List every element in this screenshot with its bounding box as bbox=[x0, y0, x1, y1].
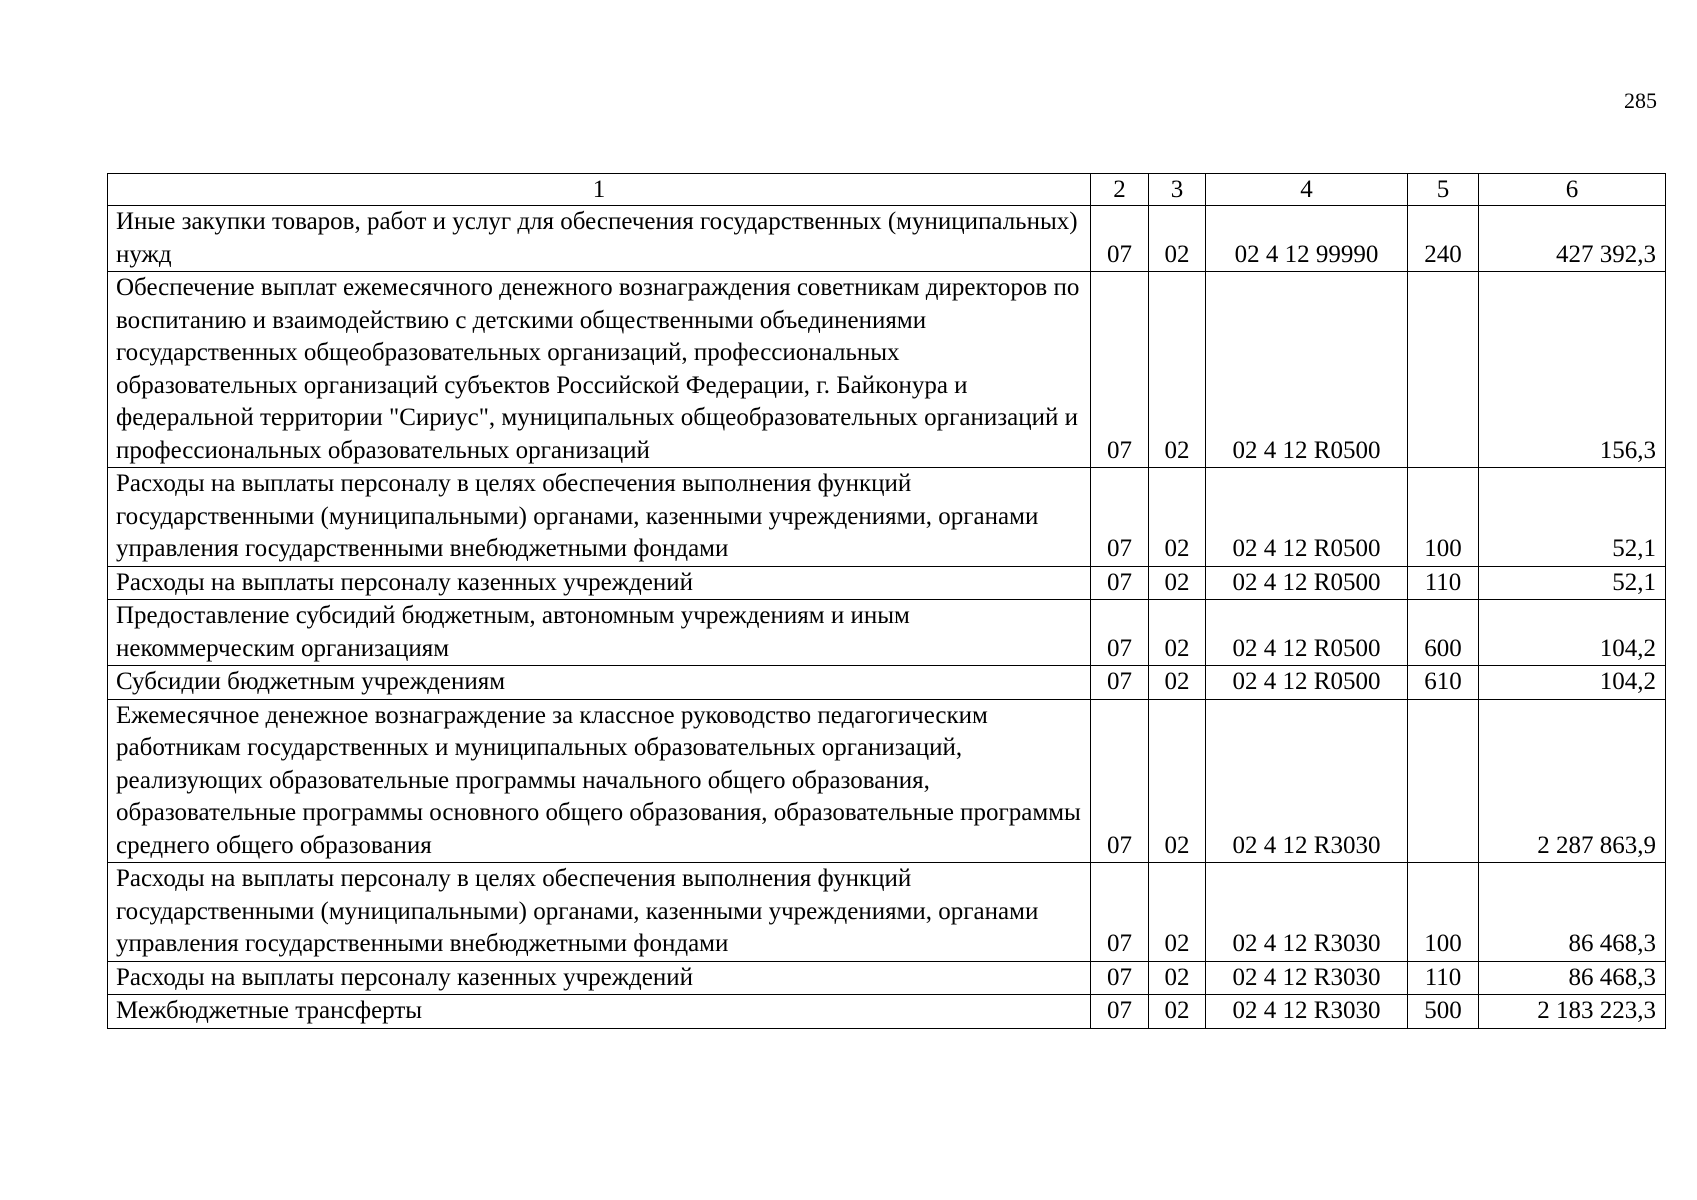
row-expense-type-code: 500 bbox=[1408, 995, 1479, 1029]
row-name: Ежемесячное денежное вознаграждение за классное руководство педагогическим работникам государственных и муниципальных образовательных организаций, реализующих образовательные программы начального общего образования, образовательные программы основного общего образования, образовательные программы среднего общего образования bbox=[108, 699, 1091, 863]
row-amount: 86 468,3 bbox=[1479, 961, 1666, 995]
row-subsection-code: 02 bbox=[1149, 961, 1206, 995]
row-subsection-code: 02 bbox=[1149, 699, 1206, 863]
row-subsection-code: 02 bbox=[1149, 600, 1206, 666]
row-expense-type-code bbox=[1408, 272, 1479, 468]
row-expense-type-code: 600 bbox=[1408, 600, 1479, 666]
row-section-code: 07 bbox=[1091, 272, 1149, 468]
page-number: 285 bbox=[1624, 88, 1657, 113]
row-subsection-code: 02 bbox=[1149, 206, 1206, 272]
column-header: 3 bbox=[1149, 174, 1206, 206]
row-expense-type-code: 610 bbox=[1408, 666, 1479, 700]
row-section-code: 07 bbox=[1091, 995, 1149, 1029]
row-name: Предоставление субсидий бюджетным, автономным учреждениям и иным некоммерческим организациям bbox=[108, 600, 1091, 666]
row-name: Расходы на выплаты персоналу в целях обеспечения выполнения функций государственными (муниципальными) органами, казенными учреждениями, органами управления государственными внебюджетными фондами bbox=[108, 863, 1091, 962]
row-section-code: 07 bbox=[1091, 699, 1149, 863]
row-name: Расходы на выплаты персоналу казенных учреждений bbox=[108, 566, 1091, 600]
row-target-article-code: 02 4 12 R3030 bbox=[1206, 961, 1408, 995]
table-header-row bbox=[108, 174, 1666, 206]
row-expense-type-code: 110 bbox=[1408, 566, 1479, 600]
row-section-code: 07 bbox=[1091, 566, 1149, 600]
row-amount: 86 468,3 bbox=[1479, 863, 1666, 962]
row-name: Расходы на выплаты персоналу в целях обеспечения выполнения функций государственными (муниципальными) органами, казенными учреждениями, органами управления государственными внебюджетными фондами bbox=[108, 468, 1091, 567]
column-header: 1 bbox=[108, 174, 1091, 206]
row-expense-type-code: 100 bbox=[1408, 863, 1479, 962]
row-subsection-code: 02 bbox=[1149, 468, 1206, 567]
row-amount: 2 183 223,3 bbox=[1479, 995, 1666, 1029]
table-row bbox=[108, 600, 1666, 666]
row-subsection-code: 02 bbox=[1149, 566, 1206, 600]
row-subsection-code: 02 bbox=[1149, 863, 1206, 962]
row-expense-type-code: 240 bbox=[1408, 206, 1479, 272]
row-target-article-code: 02 4 12 R3030 bbox=[1206, 995, 1408, 1029]
table-row bbox=[108, 961, 1666, 995]
row-name: Иные закупки товаров, работ и услуг для обеспечения государственных (муниципальных) нужд bbox=[108, 206, 1091, 272]
row-name: Обеспечение выплат ежемесячного денежного вознаграждения советникам директоров по воспитанию и взаимодействию с детскими общественными объединениями государственных общеобразовательных организаций, профессиональных образовательных организаций субъектов Российской Федерации, г. Байконура и федеральной территории "Сириус", муниципальных общеобразовательных организаций и профессиональных образовательных организаций bbox=[108, 272, 1091, 468]
row-expense-type-code: 110 bbox=[1408, 961, 1479, 995]
table-row bbox=[108, 566, 1666, 600]
row-amount: 2 287 863,9 bbox=[1479, 699, 1666, 863]
column-header: 2 bbox=[1091, 174, 1149, 206]
row-target-article-code: 02 4 12 99990 bbox=[1206, 206, 1408, 272]
row-subsection-code: 02 bbox=[1149, 666, 1206, 700]
row-expense-type-code bbox=[1408, 699, 1479, 863]
row-expense-type-code: 100 bbox=[1408, 468, 1479, 567]
column-header: 4 bbox=[1206, 174, 1408, 206]
row-target-article-code: 02 4 12 R3030 bbox=[1206, 699, 1408, 863]
table-row bbox=[108, 468, 1666, 567]
row-amount: 104,2 bbox=[1479, 666, 1666, 700]
row-name: Расходы на выплаты персоналу казенных учреждений bbox=[108, 961, 1091, 995]
row-subsection-code: 02 bbox=[1149, 272, 1206, 468]
row-target-article-code: 02 4 12 R0500 bbox=[1206, 468, 1408, 567]
table-row bbox=[108, 272, 1666, 468]
row-section-code: 07 bbox=[1091, 468, 1149, 567]
row-name: Субсидии бюджетным учреждениям bbox=[108, 666, 1091, 700]
row-target-article-code: 02 4 12 R3030 bbox=[1206, 863, 1408, 962]
row-amount: 52,1 bbox=[1479, 566, 1666, 600]
row-section-code: 07 bbox=[1091, 961, 1149, 995]
table-row bbox=[108, 995, 1666, 1029]
row-target-article-code: 02 4 12 R0500 bbox=[1206, 272, 1408, 468]
row-amount: 52,1 bbox=[1479, 468, 1666, 567]
table-row bbox=[108, 666, 1666, 700]
row-subsection-code: 02 bbox=[1149, 995, 1206, 1029]
row-name: Межбюджетные трансферты bbox=[108, 995, 1091, 1029]
column-header: 6 bbox=[1479, 174, 1666, 206]
row-section-code: 07 bbox=[1091, 666, 1149, 700]
row-target-article-code: 02 4 12 R0500 bbox=[1206, 600, 1408, 666]
row-section-code: 07 bbox=[1091, 863, 1149, 962]
row-amount: 104,2 bbox=[1479, 600, 1666, 666]
table-row bbox=[108, 699, 1666, 863]
row-section-code: 07 bbox=[1091, 600, 1149, 666]
row-amount: 156,3 bbox=[1479, 272, 1666, 468]
row-target-article-code: 02 4 12 R0500 bbox=[1206, 666, 1408, 700]
row-section-code: 07 bbox=[1091, 206, 1149, 272]
table-row bbox=[108, 863, 1666, 962]
row-amount: 427 392,3 bbox=[1479, 206, 1666, 272]
row-target-article-code: 02 4 12 R0500 bbox=[1206, 566, 1408, 600]
budget-table bbox=[107, 173, 1666, 1029]
table-row bbox=[108, 206, 1666, 272]
column-header: 5 bbox=[1408, 174, 1479, 206]
